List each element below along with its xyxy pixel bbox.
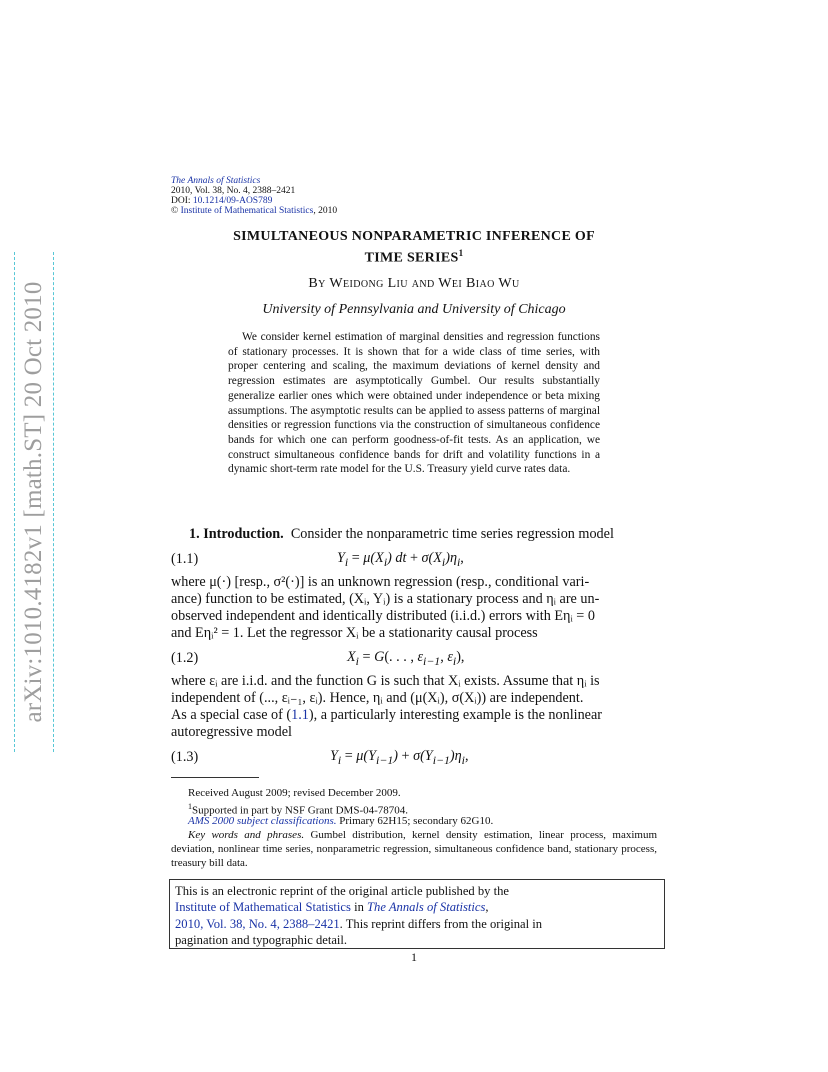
arxiv-identifier[interactable]: arXiv:1010.4182v1 [math.ST] 20 Oct 2010 (20, 281, 47, 723)
eq-1-3-label: (1.3) (171, 749, 199, 765)
footnote-support: $^1$Supported in part by NSF Grant DMS-04-78704. (188, 802, 409, 817)
volume-info: 2010, Vol. 38, No. 4, 2388–2421 (171, 186, 296, 196)
copyright-line: © Institute of Mathematical Statistics, 2010 (171, 206, 338, 216)
footnote-rule (171, 777, 259, 778)
journal-name[interactable]: The Annals of Statistics (171, 176, 261, 186)
ams-classification-link[interactable]: AMS 2000 subject classifications. (188, 815, 337, 827)
intro-first-line: 1. Introduction. Consider the nonparametric time series regression model (189, 526, 614, 542)
equation-1-1: $Y_i = \mu(X_i)$ dt + $\sigma(X_i)\eta_i$, (337, 550, 464, 569)
ims-link[interactable]: Institute of Mathematical Statistics (175, 900, 351, 915)
paper-title: SIMULTANEOUS NONPARAMETRIC INFERENCE OF TIME SERIES$^1$ (233, 229, 595, 266)
para1-line2: ance) function to be estimated, (Xᵢ, Yᵢ) is a stationary process and ηᵢ are un- (171, 591, 600, 607)
journal-link[interactable]: The Annals of Statistics (367, 900, 486, 915)
equation-1-2: $X_i = G$(. . . , $\varepsilon_{i-1}$, $\varepsilon_i$), (347, 649, 465, 668)
eq-1-1-label: (1.1) (171, 551, 199, 567)
section-heading: 1. Introduction. (189, 526, 284, 542)
citation-link[interactable]: 2010, Vol. 38, No. 4, 2388–2421 (175, 916, 340, 931)
doi-line: DOI: 10.1214/09-AOS789 (171, 196, 273, 206)
para2-line3: As a special case of (1.1), a particularly interesting example is the nonlinear (171, 707, 602, 723)
reprint-notice-box (169, 879, 665, 949)
abstract: We consider kernel estimation of marginal densities and regression functions of stationary processes. It is shown that for a wide class of time series, with proper centering and scaling, the maximum deviations of kernel density and regression estimates are asymptotically Gumbel. Our results substantially generalize earlier ones which were obtained under independence or beta mixing assumptions. The asymptotic results can be applied to assess patterns of marginal densities or regression functions via the construction of simultaneous confidence bands for which one can perform goodness-of-fit tests. As an application, we construct simultaneous confidence bands for drift and volatility functions in a dynamic short-term rate model for the U.S. Treasury yield curve rates data. (228, 331, 600, 476)
doi-link[interactable]: 10.1214/09-AOS789 (192, 196, 273, 206)
equation-1-3: $Y_i = \mu(Y_{i-1}) + \sigma(Y_{i-1})\eta_i$, (330, 748, 469, 767)
para2-line1: where εᵢ are i.i.d. and the function G is such that Xᵢ exists. Assume that ηᵢ is (171, 673, 600, 689)
footnote-ams: AMS 2000 subject classifications. Primary 62H15; secondary 62G10. (188, 815, 494, 827)
eq-ref-link[interactable]: 1.1 (291, 707, 309, 723)
title-footnote-mark[interactable]: 1 (458, 248, 464, 258)
para2-line4: autoregressive model (171, 724, 292, 740)
copyright-org-link[interactable]: Institute of Mathematical Statistics (180, 206, 314, 216)
footnote-received: Received August 2009; revised December 2009. (188, 787, 401, 799)
page-number: 1 (411, 950, 417, 964)
reprint-line2: Institute of Mathematical Statistics in The Annals of Statistics, (175, 900, 489, 915)
reprint-line4: pagination and typographic detail. (175, 932, 348, 947)
para1-line1: where μ(·) [resp., σ²(·)] is an unknown regression (resp., conditional vari- (171, 574, 590, 590)
copyright-icon: © (171, 206, 179, 216)
eq-1-2-label: (1.2) (171, 650, 199, 666)
reprint-line3: 2010, Vol. 38, No. 4, 2388–2421. This reprint differs from the original in (175, 916, 543, 931)
arxiv-side-stamp (14, 252, 54, 752)
para1-line4: and Eηᵢ² = 1. Let the regressor Xᵢ be a stationarity causal process (171, 625, 538, 641)
reprint-line1: This is an electronic reprint of the original article published by the (175, 884, 509, 898)
para2-line2: independent of (..., εᵢ₋₁, εᵢ). Hence, ηᵢ and (μ(Xᵢ), σ(Xᵢ)) are independent. (171, 690, 584, 706)
footnote-keywords: Key words and phrases. Gumbel distribution, kernel density estimation, linear process, maximum deviation, nonlinear time series, nonparametric regression, simultaneous confidence band, stationary process, treasury bill data. (171, 829, 657, 869)
affiliation: University of Pennsylvania and University of Chicago (262, 302, 566, 317)
para1-line3: observed independent and identically distributed (i.i.d.) errors with Eηᵢ = 0 (171, 608, 595, 624)
authors: By Weidong Liu and Wei Biao Wu (308, 276, 520, 291)
